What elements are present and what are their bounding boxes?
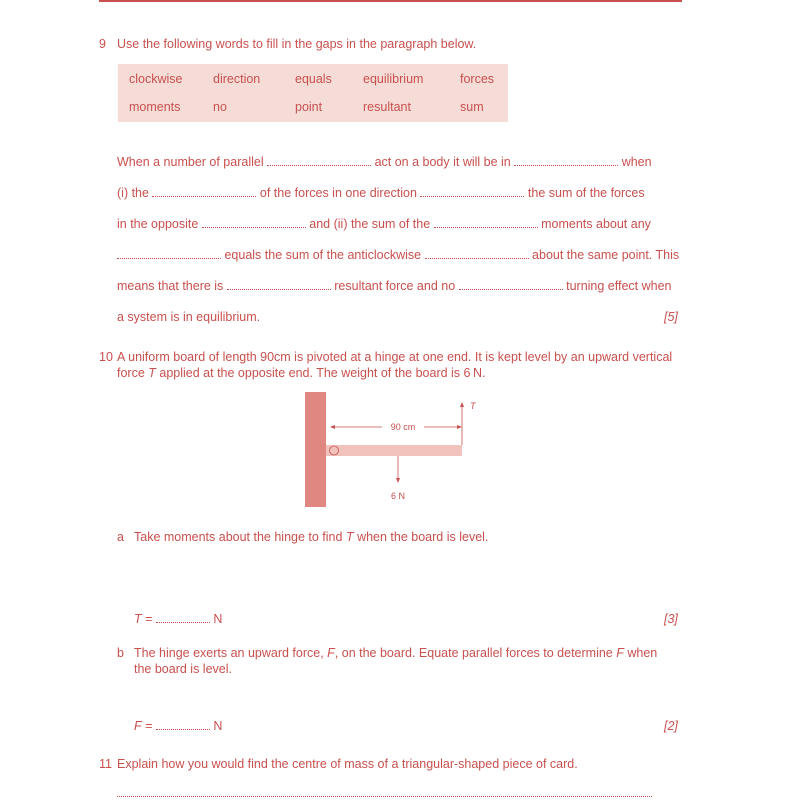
arrowhead-icon [396,478,400,483]
part-a-variable: T [345,530,354,544]
paragraph-text: when [618,155,652,169]
part-a-text [134,530,488,546]
word-bank-item: moments [129,100,181,114]
blank-field[interactable] [514,155,618,166]
paragraph-text: about the same point. This [528,248,680,262]
paragraph-text: of the forces in one direction [256,186,421,200]
question-10-text [117,350,677,381]
paragraph-line-2 [117,186,682,201]
part-b-letter: b [117,646,124,660]
question-10-text-part: applied at the opposite end. The weight of the board is 6 N. [155,365,486,380]
part-a-text-part: when the board is level. [353,530,489,544]
question-9-number: 9 [99,37,106,51]
blank-field[interactable] [117,248,221,259]
force-t-label: T [470,401,476,411]
part-b-variable: F [327,646,335,660]
paragraph-line-3 [117,217,682,232]
word-bank-item: sum [460,100,484,114]
paragraph-text: a system is in equilibrium. [117,310,261,324]
word-bank-item: resultant [363,100,411,114]
blank-field[interactable] [420,186,524,197]
part-b-text-part: The hinge exerts an upward force, [134,646,328,660]
answer-unit: N [213,612,223,626]
word-bank [118,64,508,122]
answer-unit: N [213,719,223,733]
blank-field[interactable] [227,279,331,290]
arrowhead-icon [460,402,464,407]
blank-field[interactable] [425,248,529,259]
paragraph-text: in the opposite [117,217,202,231]
question-10-text-part: A uniform board of length 90cm is pivoted at a hinge at one end. It is kept level by an upward vertical force [117,350,673,380]
paragraph-text: turning effect when [562,279,672,293]
answer-blank-t[interactable] [156,612,210,623]
arrowhead-icon [330,425,335,429]
part-b-text [134,646,674,677]
paragraph-line-6 [117,310,682,325]
blank-field[interactable] [459,279,563,290]
part-a-answer [134,612,222,628]
word-bank-item: equilibrium [363,72,424,86]
word-bank-item: equals [295,72,332,86]
paragraph-text: (i) the [117,186,153,200]
question-11-number: 11 [99,757,112,771]
word-bank-item: no [213,100,227,114]
top-rule [99,0,682,2]
paragraph-text: moments about any [537,217,651,231]
blank-field[interactable] [152,186,256,197]
question-10-variable: T [148,365,156,380]
part-b-answer [134,719,222,735]
answer-equals: = [141,612,156,626]
answer-variable: F [134,719,142,733]
question-11-text: Explain how you would find the centre of mass of a triangular-shaped piece of card. [117,757,578,771]
arrowhead-icon [457,425,462,429]
blank-field[interactable] [267,155,371,166]
word-bank-item: point [295,100,323,114]
paragraph-line-4 [117,248,682,263]
paragraph-text: the sum of the forces [524,186,645,200]
paragraph-line-5 [117,279,682,294]
answer-line[interactable] [117,796,652,797]
part-a-marks: [3] [664,612,678,626]
part-b-variable: F [616,646,624,660]
word-bank-item: clockwise [129,72,183,86]
paragraph-text: resultant force and no [330,279,459,293]
part-b-text-part: when the board is level. [134,646,658,676]
question-9-instruction: Use the following words to fill in the gaps in the paragraph below. [117,37,477,51]
answer-equals: = [141,719,156,733]
blank-field[interactable] [434,217,538,228]
board-diagram [300,388,490,510]
blank-field[interactable] [202,217,306,228]
part-b-marks: [2] [664,719,678,733]
weight-label: 6 N [390,491,406,501]
part-a-text-part: Take moments about the hinge to find [134,530,346,544]
paragraph-text: equals the sum of the anticlockwise [221,248,425,262]
answer-variable: T [134,612,142,626]
hinge-icon [330,446,339,455]
wall [305,392,326,507]
part-a-letter: a [117,530,124,544]
length-label: 90 cm [390,422,416,432]
word-bank-item: direction [213,72,261,86]
paragraph-text: When a number of parallel [117,155,268,169]
paragraph-text: and (ii) the sum of the [305,217,434,231]
question-9-marks: [5] [664,310,678,324]
paragraph-text: means that there is [117,279,227,293]
paragraph-text: act on a body it will be in [371,155,515,169]
paragraph-line-1 [117,155,682,170]
answer-blank-f[interactable] [156,719,210,730]
board [326,445,462,456]
word-bank-item: forces [460,72,495,86]
part-b-text-part: , on the board. Equate parallel forces to determine [334,646,617,660]
question-10-number: 10 [99,350,113,364]
